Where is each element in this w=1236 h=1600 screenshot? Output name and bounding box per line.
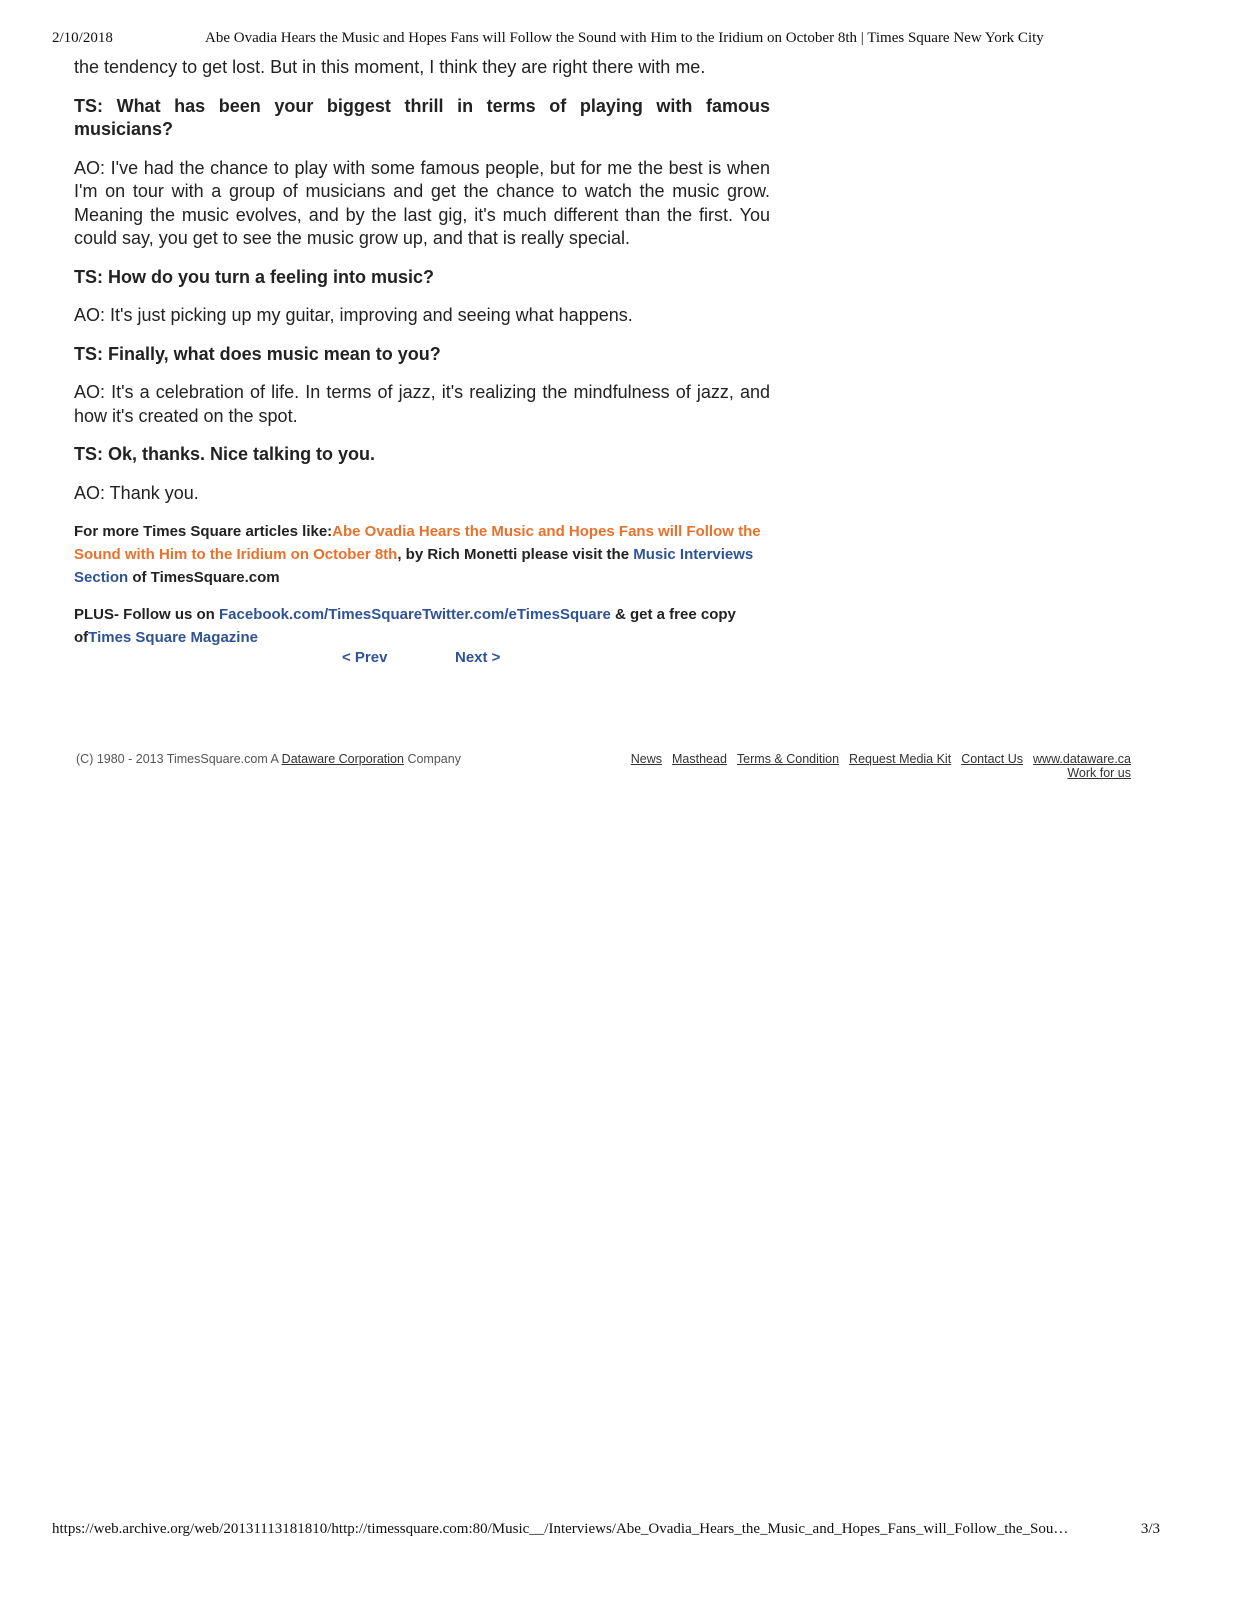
print-date: 2/10/2018 (52, 30, 113, 46)
footer-link-contact[interactable]: Contact Us (961, 752, 1024, 766)
facebook-link[interactable]: Facebook.com/TimesSquare (219, 606, 423, 623)
dataware-corporation-link[interactable]: Dataware Corporation (281, 752, 404, 766)
music-interviews-section-link[interactable]: Music Interviews Section (74, 546, 754, 586)
magazine-link[interactable]: Times Square Magazine (88, 629, 258, 646)
footer-links-row (621, 752, 1131, 766)
more-articles-prefix: For more Times Square articles like: (74, 523, 333, 540)
question-paragraph: TS: What has been your biggest thrill in terms of playing with famous musicians? (74, 95, 770, 139)
article-title-link[interactable]: Abe Ovadia Hears the Music and Hopes Fans will Follow the Sound with Him to the Iridium on October 8th (74, 523, 761, 563)
more-articles-suffix: of TimesSquare.com (128, 569, 280, 586)
answer-paragraph: AO: It's a celebration of life. In terms of jazz, it's realizing the mindfulness of jazz, and how it's created on the spot. (74, 382, 770, 426)
print-page-title: Abe Ovadia Hears the Music and Hopes Fans will Follow the Sound with Him to the Iridium on October 8th | Times Square New York City (205, 30, 1044, 46)
more-articles-middle: , by Rich Monetti please visit the (397, 546, 634, 563)
prev-link[interactable]: < Prev (342, 649, 388, 666)
article-body (74, 56, 770, 663)
twitter-link[interactable]: Twitter.com/eTimesSquare (422, 606, 611, 623)
footer-link-news[interactable]: News (630, 752, 663, 766)
footer-copyright (76, 752, 461, 766)
follow-prefix: PLUS- Follow us on (74, 606, 219, 623)
more-articles-note (74, 520, 770, 589)
answer-paragraph: AO: Thank you. (74, 482, 199, 503)
question-paragraph: TS: Finally, what does music mean to you? (74, 343, 441, 364)
print-url: https://web.archive.org/web/20131113181810/http://timessquare.com:80/Music__/Interviews/Abe_Ovadia_Hears_the_Music_and_Hopes_Fans_will_Follow_the_Sou… (52, 1521, 1069, 1537)
question-paragraph: TS: Ok, thanks. Nice talking to you. (74, 444, 376, 464)
copyright-prefix: (C) 1980 - 2013 TimesSquare.com A (76, 752, 282, 766)
copyright-suffix: Company (403, 752, 461, 766)
follow-note (74, 603, 770, 649)
answer-paragraph: the tendency to get lost. But in this moment, I think they are right there with me. (74, 57, 706, 77)
footer-link-masthead[interactable]: Masthead (672, 752, 727, 766)
question-paragraph: TS: How do you turn a feeling into music? (74, 266, 434, 287)
answer-paragraph: AO: I've had the chance to play with some famous people, but for me the best is when I'm on tour with a group of musicians and get the chance to watch the music grow. Meaning the music evolves, and by the last gig, it's much different than the first. You could say, you get to see the music grow up, and that is really special. (74, 157, 770, 248)
page-number: 3/3 (1140, 1521, 1160, 1537)
next-link[interactable]: Next > (455, 649, 501, 666)
footer-link-work-for-us[interactable]: Work for us (1067, 766, 1131, 780)
footer-link-media-kit[interactable]: Request Media Kit (849, 752, 952, 766)
footer-link-terms[interactable]: Terms & Condition (736, 752, 840, 766)
footer-links (621, 752, 1131, 780)
follow-middle: & get a free copy of (74, 606, 736, 646)
answer-paragraph: AO: It's just picking up my guitar, improving and seeing what happens. (74, 305, 633, 325)
footer-link-dataware[interactable]: www.dataware.ca (1033, 752, 1131, 766)
